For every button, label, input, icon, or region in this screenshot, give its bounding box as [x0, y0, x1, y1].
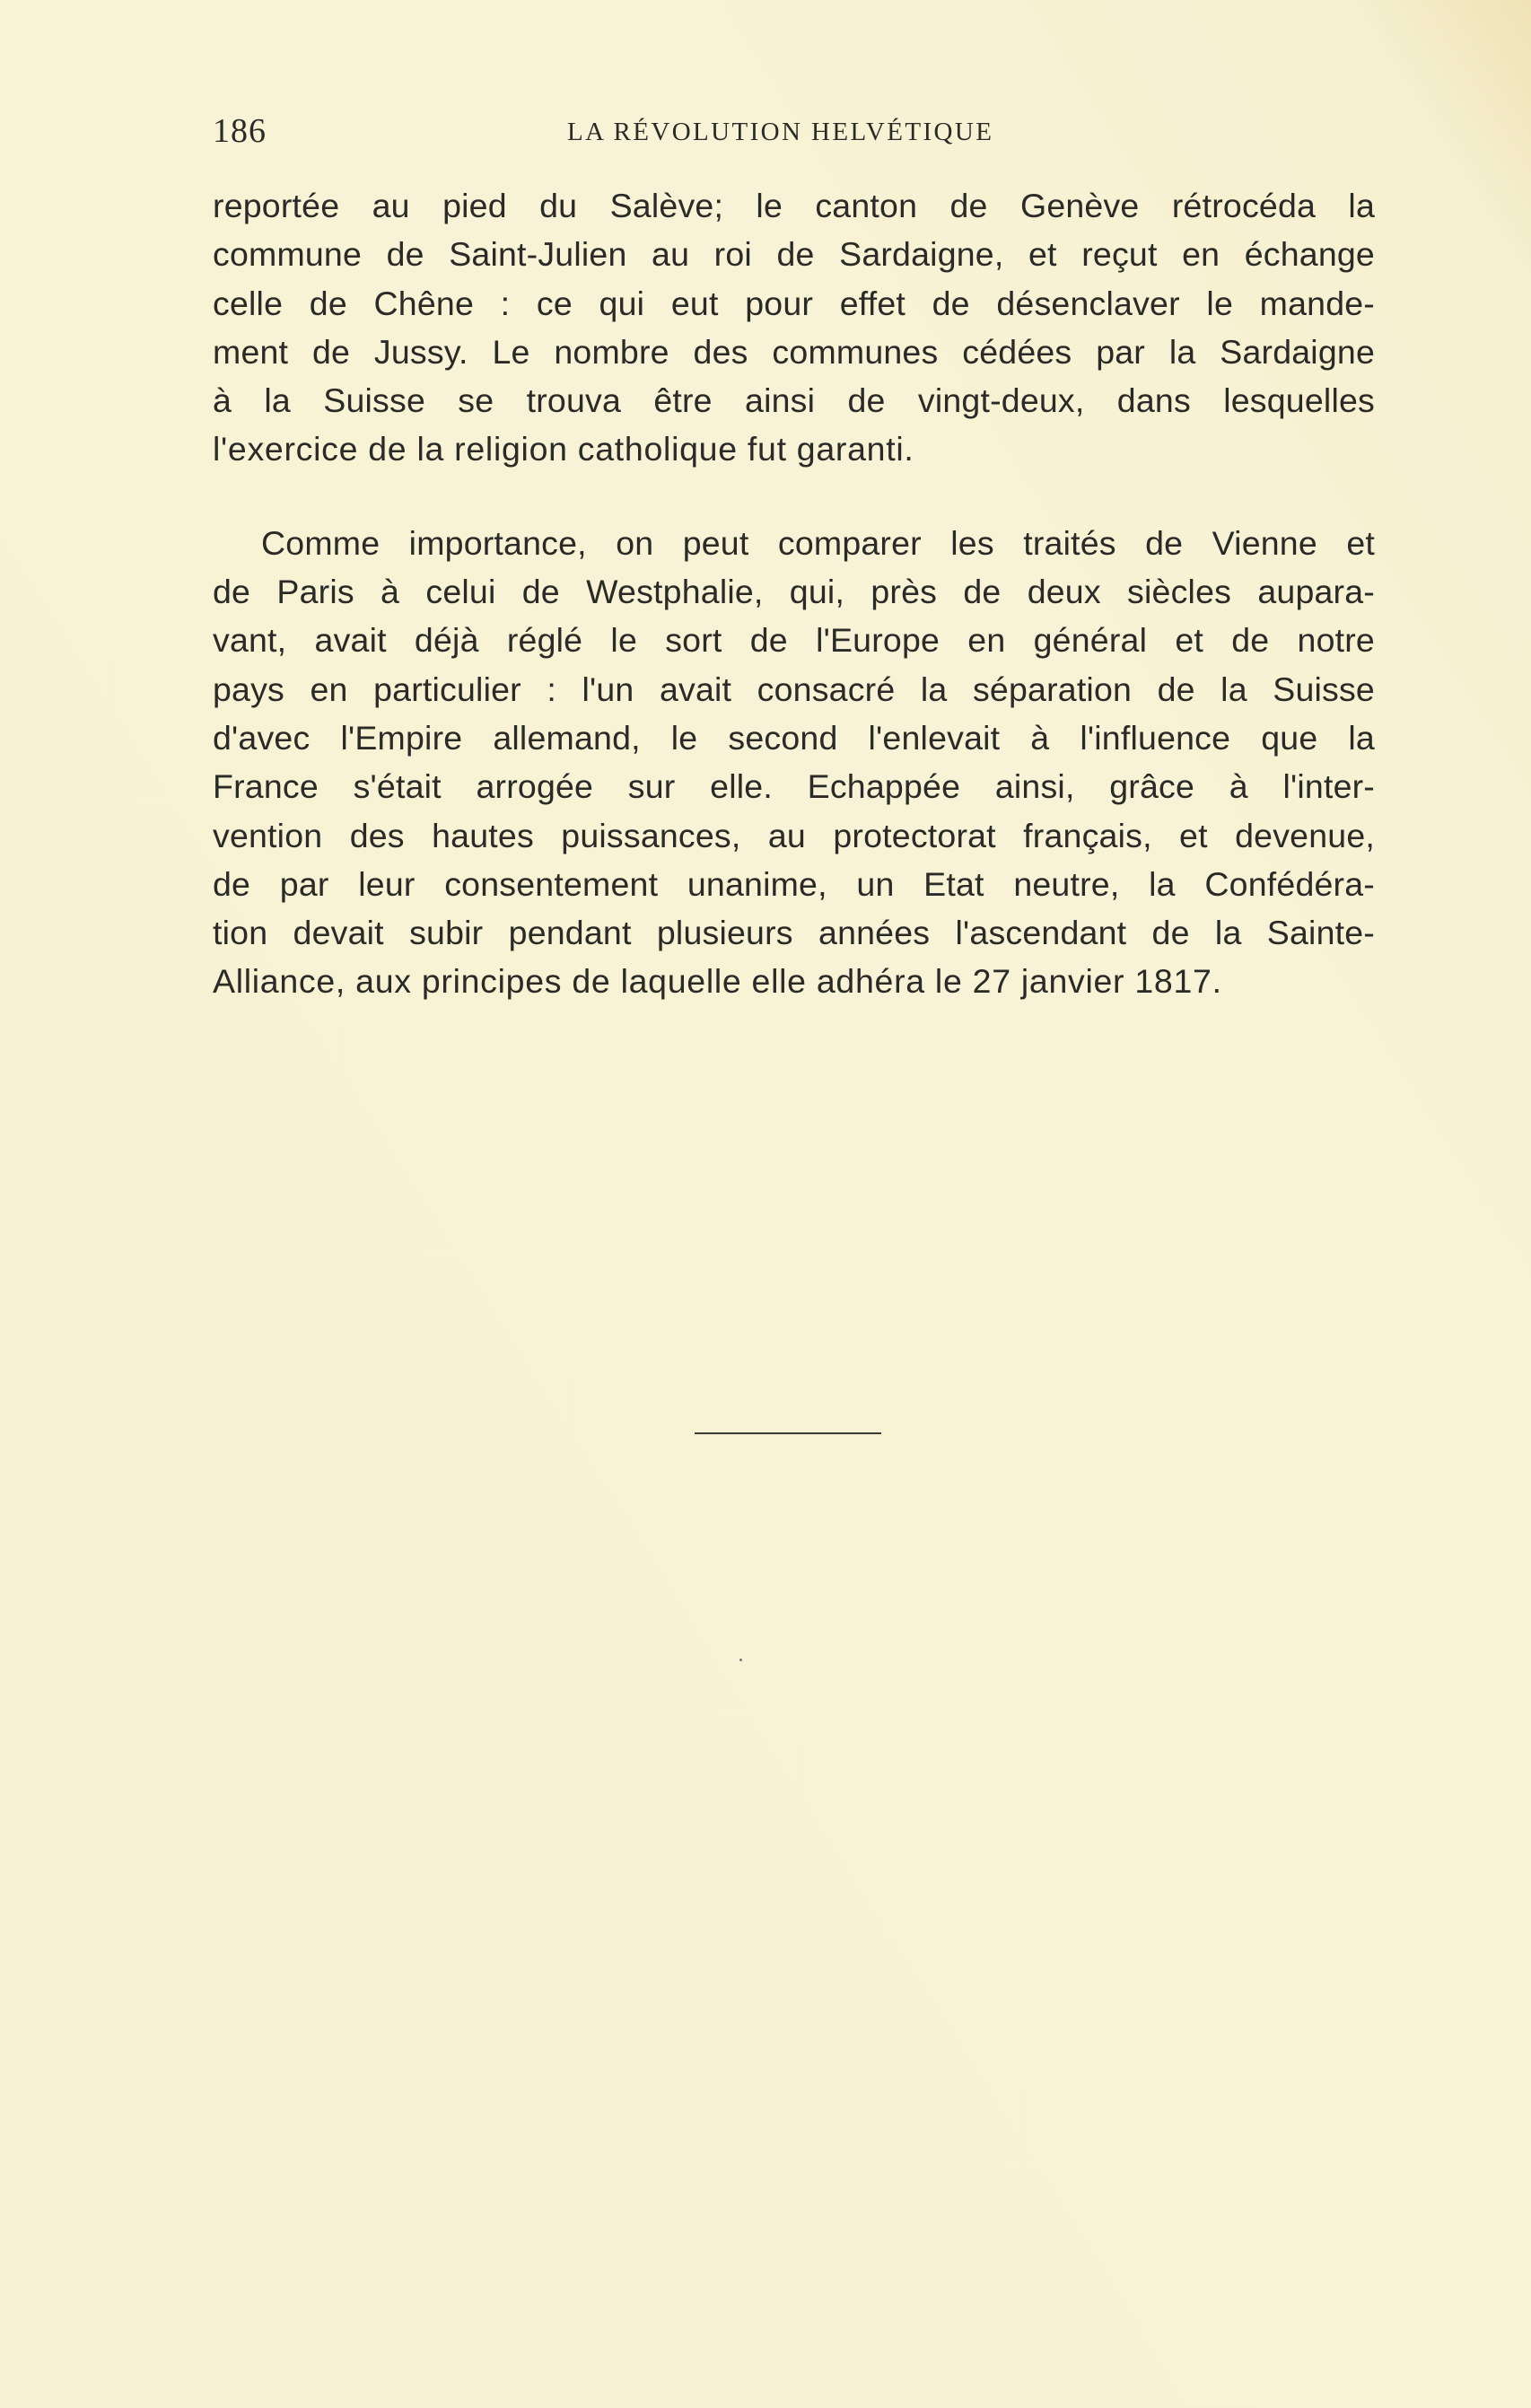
- running-title: LA RÉVOLUTION HELVÉTIQUE: [567, 118, 994, 146]
- text-line: vant, avait déjà réglé le sort de l'Europe en général et de notre: [213, 621, 1375, 660]
- text-line: celle de Chêne : ce qui eut pour effet de désenclaver le mande-: [213, 284, 1375, 322]
- text-line: à la Suisse se trouva être ainsi de vingt-deux, dans lesquelles: [213, 381, 1375, 420]
- text-line: France s'était arrogée sur elle. Echappée ainsi, grâce à l'inter-: [213, 767, 1375, 806]
- section-end-rule: [695, 1432, 881, 1434]
- paragraph-gap: [213, 474, 1375, 519]
- text-line: pays en particulier : l'un avait consacré la séparation de la Suisse: [213, 670, 1375, 708]
- text-line: ment de Jussy. Le nombre des communes cédées par la Sardaigne: [213, 332, 1375, 371]
- text-line: Comme importance, on peut comparer les traités de Vienne et: [261, 523, 1375, 562]
- text-line: Alliance, aux principes de laquelle elle adhéra le 27 janvier 1817.: [213, 962, 1222, 1001]
- body-text: [213, 181, 1375, 1006]
- text-line: commune de Saint-Julien au roi de Sardaigne, et reçut en échange: [213, 235, 1375, 274]
- paragraph-1: [213, 181, 1375, 474]
- paper-speck: [739, 1659, 742, 1661]
- text-line: de par leur consentement unanime, un Etat neutre, la Confédéra-: [213, 864, 1375, 903]
- text-line: l'exercice de la religion catholique fut garanti.: [213, 430, 914, 468]
- page-number: 186: [213, 112, 267, 150]
- paragraph-2: [213, 519, 1375, 1006]
- text-line: de Paris à celui de Westphalie, qui, près de deux siècles aupara-: [213, 573, 1375, 611]
- text-line: reportée au pied du Salève; le canton de Genève rétrocéda la: [213, 187, 1375, 224]
- text-line: tion devait subir pendant plusieurs années l'ascendant de la Sainte-: [213, 914, 1375, 952]
- text-line: vention des hautes puissances, au protectorat français, et devenue,: [213, 816, 1375, 854]
- text-line: d'avec l'Empire allemand, le second l'enlevait à l'influence que la: [213, 718, 1375, 757]
